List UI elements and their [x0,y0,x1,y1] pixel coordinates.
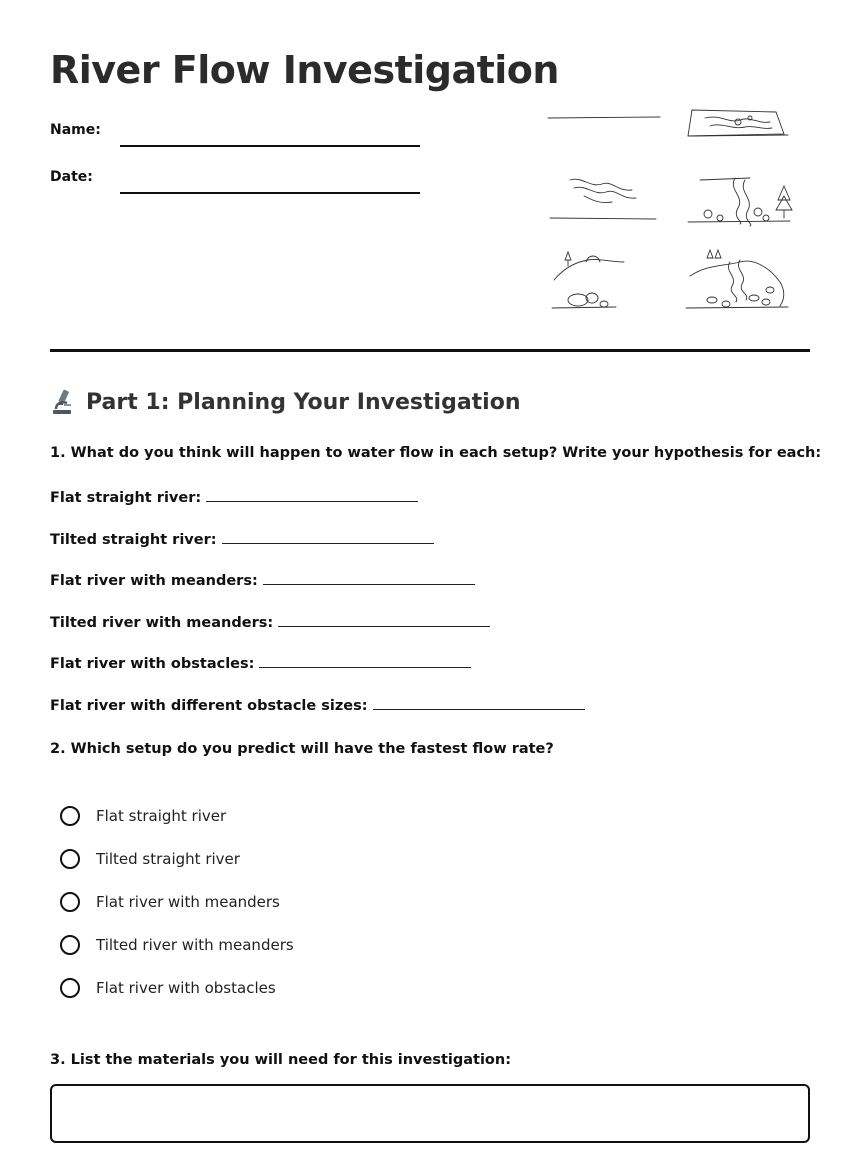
hypothesis-blank[interactable] [259,653,471,668]
hypothesis-label: Flat river with meanders: [50,573,258,589]
hypothesis-row-flat-straight [50,487,418,506]
hypothesis-label: Flat river with different obstacle sizes: [50,698,368,714]
hypothesis-blank[interactable] [373,695,585,710]
option-flat-obstacles[interactable] [60,978,276,998]
part1-title [50,388,521,416]
option-tilted-straight[interactable] [60,849,240,869]
radio-button[interactable] [60,806,80,826]
hypothesis-row-flat-meanders [50,570,475,589]
hypothesis-label: Flat river with obstacles: [50,656,255,672]
radio-button[interactable] [60,892,80,912]
option-label: Tilted river with meanders [96,936,294,954]
name-field[interactable] [120,121,420,147]
hypothesis-label: Flat straight river: [50,490,202,506]
hypothesis-row-tilted-straight [50,529,434,548]
hypothesis-row-tilted-meanders [50,612,490,631]
hypothesis-row-obstacle-sizes [50,695,585,714]
microscope-icon [50,388,76,416]
date-label: Date: [50,169,93,185]
part1-title-text: Part 1: Planning Your Investigation [86,389,521,415]
hypothesis-label: Tilted river with meanders: [50,615,274,631]
question-1: 1. What do you think will happen to water flow in each setup? Write your hypothesis for each: [50,445,822,461]
option-tilted-meanders[interactable] [60,935,294,955]
question-2: 2. Which setup do you predict will have the fastest flow rate? [50,741,554,757]
name-label: Name: [50,122,101,138]
radio-button[interactable] [60,978,80,998]
header-divider [50,349,810,352]
option-label: Flat river with obstacles [96,979,276,997]
radio-button[interactable] [60,849,80,869]
option-label: Flat river with meanders [96,893,280,911]
materials-input[interactable] [50,1084,810,1143]
hypothesis-blank[interactable] [222,529,434,544]
hypothesis-row-flat-obstacles [50,653,471,672]
hypothesis-label: Tilted straight river: [50,532,217,548]
radio-button[interactable] [60,935,80,955]
date-field[interactable] [120,168,420,194]
hypothesis-blank[interactable] [278,612,490,627]
river-setup-sketches-icon [540,100,800,320]
question-3: 3. List the materials you will need for this investigation: [50,1052,512,1068]
option-flat-meanders[interactable] [60,892,280,912]
hypothesis-blank[interactable] [206,487,418,502]
option-label: Flat straight river [96,807,227,825]
page-title: River Flow Investigation [50,48,559,92]
option-flat-straight[interactable] [60,806,226,826]
hypothesis-blank[interactable] [263,570,475,585]
option-label: Tilted straight river [96,850,240,868]
